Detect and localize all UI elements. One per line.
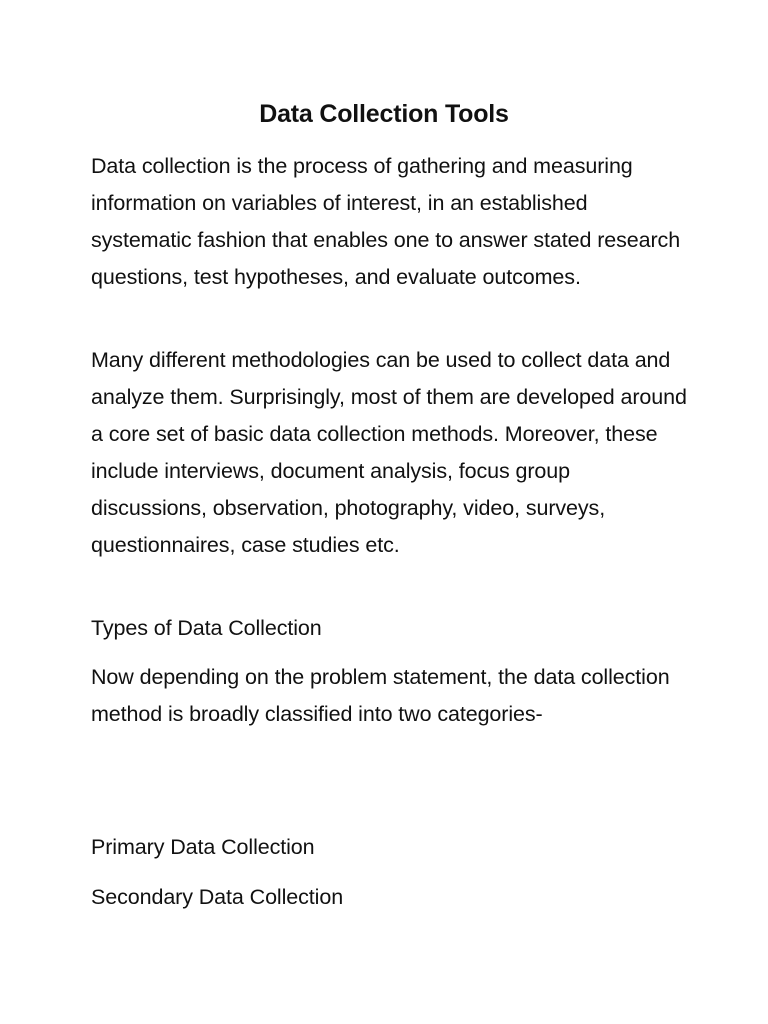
list-item-secondary: Secondary Data Collection bbox=[91, 885, 344, 909]
list-item-primary: Primary Data Collection bbox=[91, 835, 315, 859]
paragraph-methodologies: Many different methodologies can be used to collect data and analyze them. Surprisingly, most of them are developed around a core set of basic data collection methods. Moreover, these include interviews, document analysis, focus group discussions, observation, photography, video, surveys, questionnaires, case studies etc. bbox=[91, 348, 687, 557]
paragraph-definition: Data collection is the process of gathering and measuring information on variables of interest, in an established systematic fashion that enables one to answer stated research questions, test hypotheses, and evaluate outcomes. bbox=[91, 154, 681, 289]
page-title: Data Collection Tools bbox=[259, 100, 509, 128]
paragraph-classification: Now depending on the problem statement, the data collection method is broadly classified into two categories- bbox=[91, 665, 670, 726]
section-heading-types: Types of Data Collection bbox=[91, 616, 322, 640]
